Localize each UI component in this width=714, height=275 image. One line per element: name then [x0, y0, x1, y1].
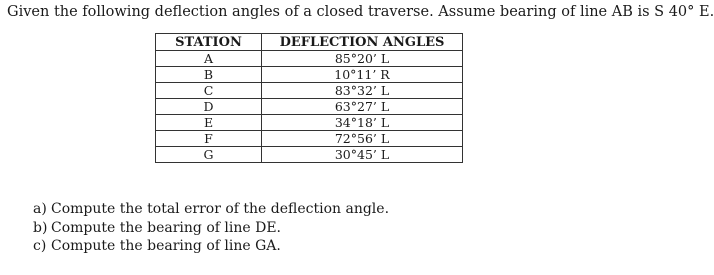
table-row	[156, 131, 463, 147]
deflection-angle-cell: 63°27’ L	[262, 99, 463, 115]
deflection-angle-cell: 72°56’ L	[262, 131, 463, 147]
question-item	[33, 219, 389, 238]
problem-statement: Given the following deflection angles of a closed traverse. Assume bearing of line AB is S 40° E.	[7, 4, 714, 20]
deflection-angles-table	[155, 33, 463, 163]
deflection-angle-cell: 34°18’ L	[262, 115, 463, 131]
station-column-header: STATION	[156, 34, 262, 51]
deflection-angles-column-header: DEFLECTION ANGLES	[262, 34, 463, 51]
question-item	[33, 200, 389, 219]
question-marker: c)	[33, 238, 47, 254]
table-row	[156, 51, 463, 67]
station-cell: G	[156, 147, 262, 163]
station-cell: B	[156, 67, 262, 83]
question-marker: b)	[33, 219, 48, 236]
table-header-row	[156, 34, 463, 51]
deflection-angle-cell: 30°45’ L	[262, 147, 463, 163]
station-cell: A	[156, 51, 262, 67]
question-text: Compute the bearing of line GA.	[51, 238, 281, 254]
table-row	[156, 67, 463, 83]
question-text: Compute the bearing of line DE.	[51, 219, 281, 236]
station-cell: F	[156, 131, 262, 147]
deflection-angle-cell: 10°11’ R	[262, 67, 463, 83]
deflection-angle-cell: 85°20’ L	[262, 51, 463, 67]
deflection-angle-cell: 83°32’ L	[262, 83, 463, 99]
table-row	[156, 147, 463, 163]
table-row	[156, 83, 463, 99]
question-text: Compute the total error of the deflection angle.	[51, 201, 390, 217]
question-list	[33, 200, 389, 256]
station-cell: E	[156, 115, 262, 131]
table-row	[156, 115, 463, 131]
question-marker: a)	[33, 201, 47, 217]
station-cell: C	[156, 83, 262, 99]
table-row	[156, 99, 463, 115]
question-item	[33, 237, 389, 256]
station-cell: D	[156, 99, 262, 115]
